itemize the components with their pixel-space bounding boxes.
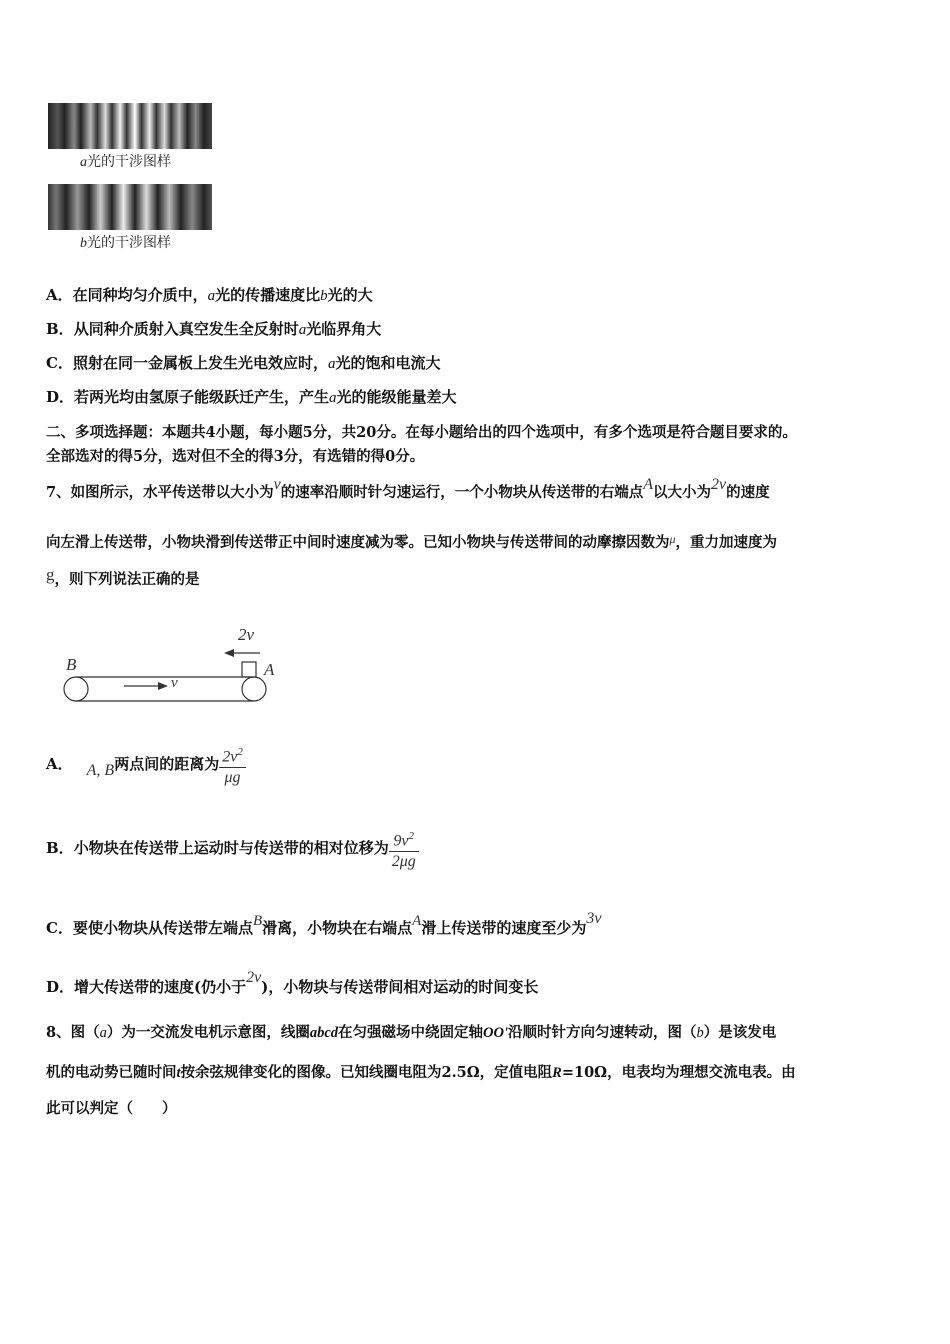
q7-option-a[interactable]: A． A, B两点间的距离为 $\frac{2v^2}{\mu g}$ bbox=[46, 742, 246, 788]
label-b: B bbox=[66, 655, 77, 674]
q6-option-c[interactable]: C．照射在同一金属板上发生光电效应时，a光的饱和电流大 bbox=[46, 354, 441, 372]
fraction-a: $\frac{2v^2}{\mu g}$ bbox=[219, 742, 246, 788]
section2-instructions-1: 二、多项选择题：本题共4小题，每小题5分，共20分。在每小题给出的四个选项中，有多个选项是符合题目要求的。 bbox=[46, 424, 797, 441]
q8-stem-line3: 此可以判定（ ） bbox=[46, 1100, 177, 1117]
label-2v: 2v bbox=[238, 625, 255, 644]
q8-stem-line2: 机的电动势已随时间t按余弦规律变化的图像。已知线圈电阻为2.5Ω，定值电阻R=10Ω，电表均为理想交流电表。由 bbox=[46, 1064, 796, 1081]
label-v: v bbox=[171, 675, 178, 691]
label-a: A bbox=[264, 660, 275, 679]
caption-a: a光的干涉图样 bbox=[80, 154, 171, 170]
q6-option-b[interactable]: B．从同种介质射入真空发生全反射时a光临界角大 bbox=[46, 320, 382, 338]
block bbox=[242, 662, 256, 677]
fraction-b: $\frac{9v^2}{2\mu g}$ bbox=[389, 826, 419, 872]
q7-stem-line3: g，则下列说法正确的是 bbox=[46, 565, 200, 588]
q6-option-a[interactable]: A．在同种均匀介质中，a光的传播速度比b光的大 bbox=[46, 286, 373, 304]
q7-option-d[interactable]: D．增大传送带的速度(仍小于2v)，小物块与传送带间相对运动的时间变长 bbox=[46, 969, 539, 996]
q7-option-b[interactable]: B．小物块在传送带上运动时与传送带的相对位移为 $\frac{9v^2}{2\mu g}$ bbox=[46, 826, 419, 872]
q6-option-d[interactable]: D．若两光均由氢原子能级跃迁产生，产生a光的能级能量差大 bbox=[46, 388, 457, 406]
fringe-pattern-b bbox=[48, 184, 212, 230]
left-pulley bbox=[64, 677, 88, 701]
fringe-pattern-a bbox=[48, 103, 212, 149]
caption-b: b光的干涉图样 bbox=[80, 235, 171, 251]
q7-stem-line2: 向左滑上传送带，小物块滑到传送带正中间时速度减为零。已知小物块与传送带间的动摩擦因数为$^\mu$，重力加速度为 bbox=[46, 532, 778, 551]
conveyor-belt-figure bbox=[58, 622, 288, 708]
q7-option-c[interactable]: C．要使小物块从传送带左端点B滑离，小物块在右端点A滑上传送带的速度至少为3v bbox=[46, 910, 602, 937]
q7-stem-line1: 7、如图所示，水平传送带以大小为v的速率沿顺时针匀速运行，一个小物块从传送带的右端点A以大小为2v的速度 bbox=[46, 476, 770, 501]
section2-instructions-2: 全部选对的得5分，选对但不全的得3分，有选错的得0分。 bbox=[46, 448, 425, 465]
q8-stem-line1: 8、图（a）为一交流发电机示意图，线圈abcd在匀强磁场中绕固定轴OO'沿顺时针方向匀速转动，图（b）是该发电 bbox=[46, 1024, 777, 1041]
right-pulley bbox=[242, 677, 266, 701]
